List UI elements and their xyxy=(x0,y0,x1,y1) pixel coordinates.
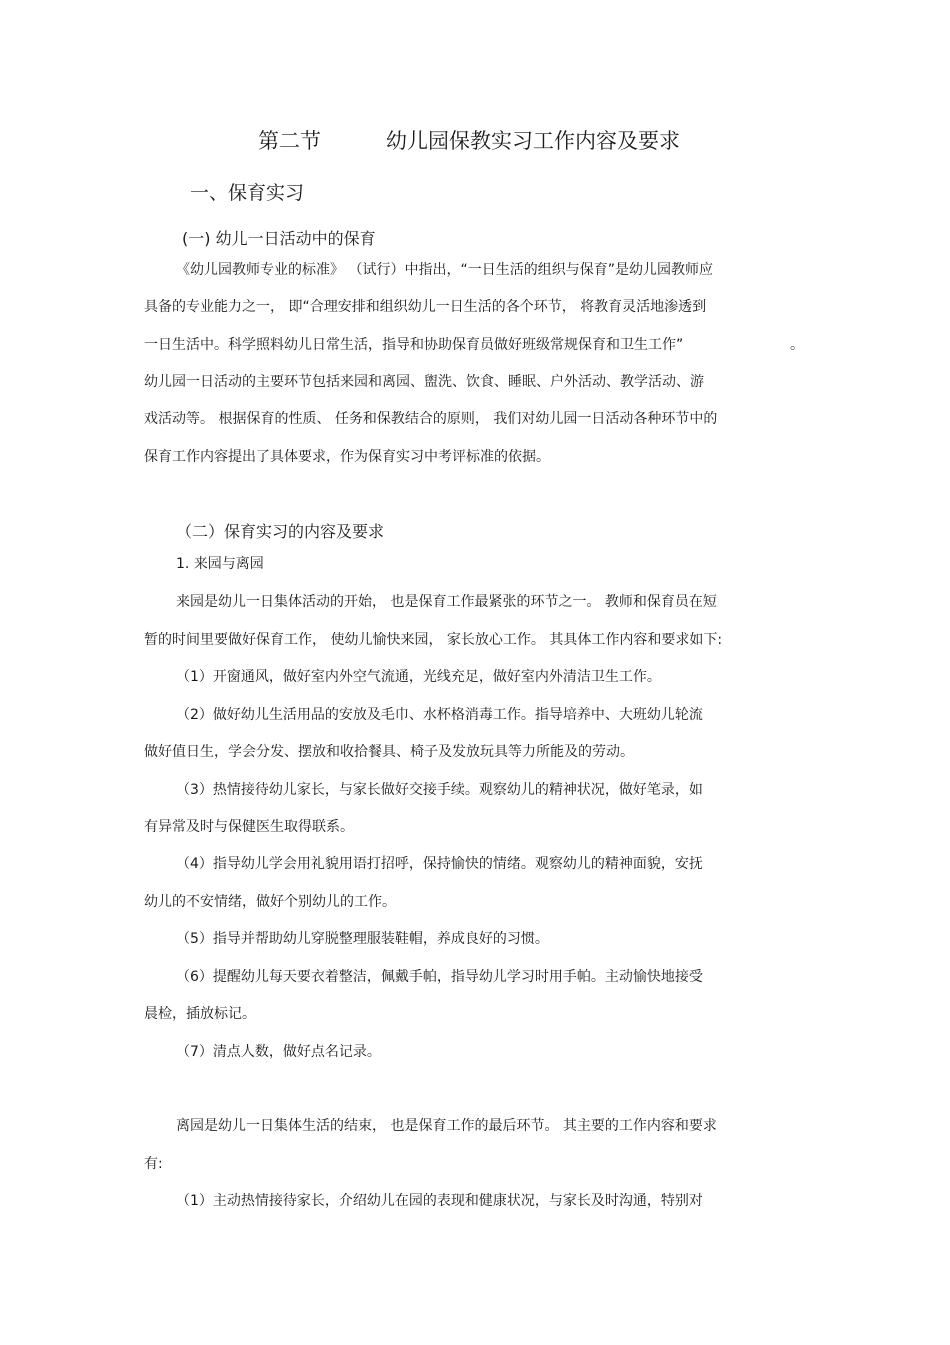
list-item: （5）指导并帮助幼儿穿脱整理服装鞋帽，养成良好的习惯。 xyxy=(176,931,549,947)
list-item: （1）主动热情接待家长，介绍幼儿在园的表现和健康状况，与家长及时沟通，特别对 xyxy=(176,1193,703,1209)
section-number: 第二节 xyxy=(258,129,321,153)
paragraph-line: 具备的专业能力之一， 即“合理安排和组织幼儿一日生活的各个环节， 将教育灵活地渗透到 xyxy=(144,299,707,315)
list-item-continued: 做好值日生，学会分发、摆放和收拾餐具、椅子及发放玩具等力所能及的劳动。 xyxy=(144,744,634,760)
paragraph-line: 。 xyxy=(790,337,804,353)
list-item-continued: 幼儿的不安情绪，做好个别幼儿的工作。 xyxy=(144,894,396,910)
list-item-continued: 有异常及时与保健医生取得联系。 xyxy=(144,819,354,835)
paragraph-line: 保育工作内容提出了具体要求，作为保育实习中考评标准的依据。 xyxy=(144,449,550,465)
list-item: （3）热情接待幼儿家长，与家长做好交接手续。观察幼儿的精神状况，做好笔录，如 xyxy=(176,782,703,798)
list-item-continued: 晨检，插放标记。 xyxy=(144,1006,256,1022)
paragraph-line: 幼儿园一日活动的主要环节包括来园和离园、盥洗、饮食、睡眠、户外活动、教学活动、游 xyxy=(144,374,704,390)
list-item: （7）清点人数，做好点名记录。 xyxy=(176,1044,381,1060)
paragraph-line: 有: xyxy=(144,1156,163,1172)
subheading-content-requirements: （二）保育实习的内容及要求 xyxy=(176,522,385,541)
list-item: （4）指导幼儿学会用礼貌用语打招呼，保持愉快的情绪。观察幼儿的精神面貌，安抚 xyxy=(176,856,703,872)
list-item: （1）开窗通风，做好室内外空气流通，光线充足，做好室内外清洁卫生工作。 xyxy=(176,669,661,685)
heading-childcare-practice: 一、保育实习 xyxy=(190,182,305,204)
paragraph-line: 来园是幼儿一日集体活动的开始， 也是保育工作最紧张的环节之一。 教师和保育员在短 xyxy=(176,594,717,610)
paragraph-line: 戏活动等。 根据保育的性质、 任务和保教结合的原则， 我们对幼儿园一日活动各种环节中的 xyxy=(144,411,718,427)
paragraph-line: 暂的时间里要做好保育工作， 使幼儿愉快来园， 家长放心工作。 其具体工作内容和要求如下: xyxy=(144,632,723,648)
section-title: 幼儿园保教实习工作内容及要求 xyxy=(386,129,680,153)
item-title-arrival-departure: 1. 来园与离园 xyxy=(176,556,264,572)
paragraph-line: 离园是幼儿一日集体生活的结束， 也是保育工作的最后环节。 其主要的工作内容和要求 xyxy=(176,1118,717,1134)
list-item: （2）做好幼儿生活用品的安放及毛巾、水杯格消毒工作。指导培养中、大班幼儿轮流 xyxy=(176,707,703,723)
list-item: （6）提醒幼儿每天要衣着整洁，佩戴手帕，指导幼儿学习时用手帕。主动愉快地接受 xyxy=(176,969,703,985)
paragraph-line: 《幼儿园教师专业的标准》 （试行）中指出，“一日生活的组织与保育”是幼儿园教师应 xyxy=(176,262,713,278)
subheading-daily-care: (一) 幼儿一日活动中的保育 xyxy=(182,229,376,248)
paragraph-line: 一日生活中。科学照料幼儿日常生活，指导和协助保育员做好班级常规保育和卫生工作” xyxy=(144,337,684,353)
